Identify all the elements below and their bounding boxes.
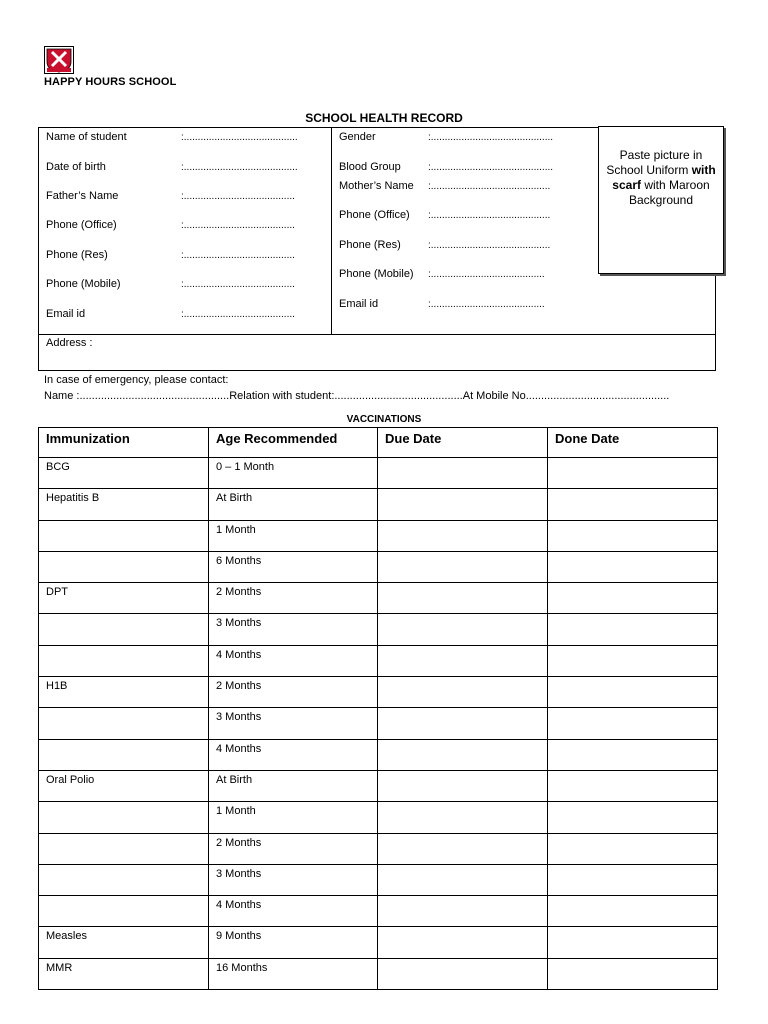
age-cell: 2 Months (209, 833, 378, 864)
done-date-cell[interactable] (548, 489, 718, 520)
table-row (39, 458, 718, 489)
immunization-cell (39, 833, 209, 864)
due-date-cell[interactable] (378, 489, 548, 520)
table-row (39, 583, 718, 614)
done-date-cell[interactable] (548, 614, 718, 645)
right-field-label: Phone (Office) (339, 209, 410, 221)
due-date-cell[interactable] (378, 896, 548, 927)
column-header-done-date: Done Date (548, 428, 718, 458)
due-date-cell[interactable] (378, 458, 548, 489)
due-date-cell[interactable] (378, 739, 548, 770)
done-date-cell[interactable] (548, 677, 718, 708)
right-field-label: Phone (Res) (339, 239, 401, 251)
due-date-cell[interactable] (378, 645, 548, 676)
age-cell: 0 – 1 Month (209, 458, 378, 489)
right-field-input[interactable]: :......................................... (428, 269, 545, 280)
age-cell: 6 Months (209, 551, 378, 582)
age-cell: 3 Months (209, 864, 378, 895)
due-date-cell[interactable] (378, 958, 548, 989)
left-field-label: Phone (Mobile) (46, 278, 121, 290)
left-field-label: Phone (Office) (46, 219, 117, 231)
left-field-input[interactable]: :......................................... (181, 162, 298, 173)
immunization-cell (39, 864, 209, 895)
photo-text-line2: School Uniform (606, 163, 692, 177)
right-field-label: Gender (339, 131, 376, 143)
age-cell: 1 Month (209, 802, 378, 833)
table-header-row (39, 428, 718, 458)
table-row (39, 896, 718, 927)
address-field[interactable] (38, 334, 716, 371)
age-cell: 1 Month (209, 520, 378, 551)
left-field-input[interactable]: :........................................ (181, 250, 295, 261)
due-date-cell[interactable] (378, 677, 548, 708)
age-cell: 4 Months (209, 739, 378, 770)
due-date-cell[interactable] (378, 583, 548, 614)
done-date-cell[interactable] (548, 520, 718, 551)
column-header-due-date: Due Date (378, 428, 548, 458)
address-label: Address : (46, 337, 93, 349)
right-field-label: Mother’s Name (339, 180, 414, 192)
due-date-cell[interactable] (378, 708, 548, 739)
vaccinations-title: VACCINATIONS (346, 414, 422, 425)
due-date-cell[interactable] (378, 551, 548, 582)
info-column-divider (331, 127, 332, 335)
immunization-cell (39, 802, 209, 833)
done-date-cell[interactable] (548, 896, 718, 927)
photo-text-line1: Paste picture in (619, 148, 703, 162)
due-date-cell[interactable] (378, 614, 548, 645)
left-field-label: Date of birth (46, 161, 106, 173)
done-date-cell[interactable] (548, 833, 718, 864)
left-field-label: Email id (46, 308, 86, 320)
column-header-age: Age Recommended (209, 428, 378, 458)
age-cell: At Birth (209, 489, 378, 520)
immunization-cell: H1B (39, 677, 209, 708)
right-field-input[interactable]: :......................................... (428, 299, 545, 310)
right-field-label: Email id (339, 298, 379, 310)
school-name: HAPPY HOURS SCHOOL (44, 76, 177, 88)
immunization-cell (39, 551, 209, 582)
age-cell: 4 Months (209, 645, 378, 676)
done-date-cell[interactable] (548, 927, 718, 958)
left-field-label: Name of student (46, 131, 127, 143)
immunization-cell (39, 708, 209, 739)
right-field-input[interactable]: :........................................... (428, 210, 551, 221)
right-field-input[interactable]: :........................................... (428, 181, 551, 192)
table-row (39, 614, 718, 645)
immunization-cell (39, 520, 209, 551)
table-row (39, 708, 718, 739)
table-row (39, 739, 718, 770)
photo-text-with: with (691, 163, 716, 177)
due-date-cell[interactable] (378, 927, 548, 958)
photo-text-line3: with Maroon (640, 178, 710, 192)
done-date-cell[interactable] (548, 583, 718, 614)
done-date-cell[interactable] (548, 645, 718, 676)
emergency-contact-line[interactable]: Name :.................................................Relation with student:..........................................At Mobile No............................................... (44, 390, 670, 402)
left-field-input[interactable]: :........................................ (181, 309, 295, 320)
photo-text-scarf: scarf (612, 178, 641, 192)
right-field-input[interactable]: :............................................ (428, 162, 554, 173)
form-title: SCHOOL HEALTH RECORD (305, 111, 463, 125)
left-field-input[interactable]: :........................................ (181, 220, 295, 231)
done-date-cell[interactable] (548, 770, 718, 801)
immunization-cell (39, 645, 209, 676)
age-cell: 2 Months (209, 583, 378, 614)
column-header-immunization: Immunization (39, 428, 209, 458)
right-field-input[interactable]: :........................................... (428, 240, 551, 251)
done-date-cell[interactable] (548, 551, 718, 582)
table-row (39, 927, 718, 958)
done-date-cell[interactable] (548, 864, 718, 895)
table-row (39, 677, 718, 708)
immunization-cell (39, 896, 209, 927)
done-date-cell[interactable] (548, 802, 718, 833)
school-logo-icon (44, 46, 74, 74)
done-date-cell[interactable] (548, 739, 718, 770)
table-row (39, 551, 718, 582)
table-row (39, 520, 718, 551)
table-row (39, 645, 718, 676)
done-date-cell[interactable] (548, 708, 718, 739)
immunization-cell: MMR (39, 958, 209, 989)
due-date-cell[interactable] (378, 770, 548, 801)
immunization-cell (39, 739, 209, 770)
table-row (39, 770, 718, 801)
left-field-label: Phone (Res) (46, 249, 108, 261)
age-cell: 3 Months (209, 708, 378, 739)
age-cell: 16 Months (209, 958, 378, 989)
age-cell: 2 Months (209, 677, 378, 708)
vaccinations-table (38, 427, 718, 990)
due-date-cell[interactable] (378, 833, 548, 864)
emergency-intro: In case of emergency, please contact: (44, 374, 229, 386)
immunization-cell: Oral Polio (39, 770, 209, 801)
due-date-cell[interactable] (378, 864, 548, 895)
right-field-label: Phone (Mobile) (339, 268, 414, 280)
table-row (39, 802, 718, 833)
table-row (39, 489, 718, 520)
age-cell: At Birth (209, 770, 378, 801)
age-cell: 4 Months (209, 896, 378, 927)
age-cell: 9 Months (209, 927, 378, 958)
done-date-cell[interactable] (548, 958, 718, 989)
due-date-cell[interactable] (378, 802, 548, 833)
table-row (39, 864, 718, 895)
immunization-cell: Measles (39, 927, 209, 958)
left-field-label: Father’s Name (46, 190, 119, 202)
done-date-cell[interactable] (548, 458, 718, 489)
immunization-cell: DPT (39, 583, 209, 614)
table-row (39, 958, 718, 989)
table-row (39, 833, 718, 864)
immunization-cell (39, 614, 209, 645)
right-field-label: Blood Group (339, 161, 401, 173)
right-field-input[interactable]: :............................................ (428, 132, 554, 143)
left-field-input[interactable]: :......................................... (181, 132, 298, 143)
photo-text-line4: Background (628, 193, 694, 207)
due-date-cell[interactable] (378, 520, 548, 551)
age-cell: 3 Months (209, 614, 378, 645)
left-field-input[interactable]: :........................................ (181, 279, 295, 290)
immunization-cell: BCG (39, 458, 209, 489)
immunization-cell: Hepatitis B (39, 489, 209, 520)
photo-placeholder[interactable] (598, 126, 724, 274)
left-field-input[interactable]: :........................................ (181, 191, 295, 202)
